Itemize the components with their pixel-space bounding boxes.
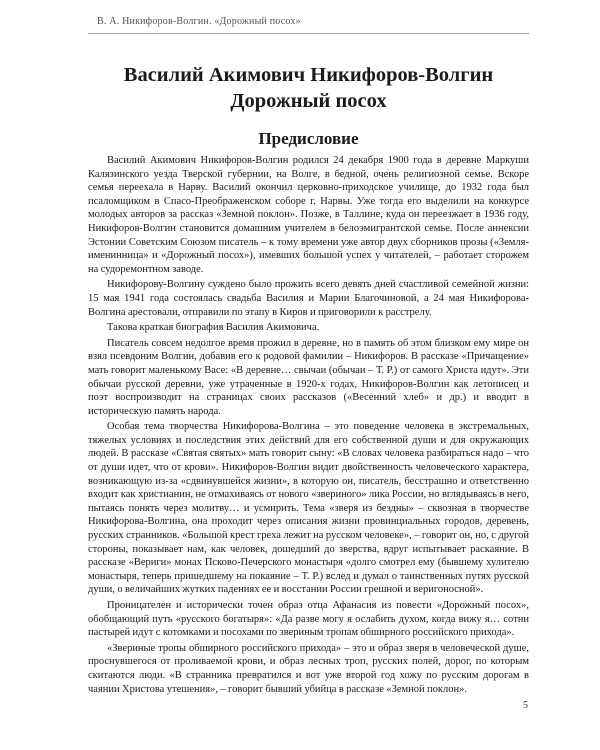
paragraph: Писатель совсем недолгое время прожил в деревне, но в память об этом близком ему мире он взял псевдоним Волгин, добавив его к родовой фамилии – Никифоров. В рассказе «Причащение» мать говорит маленькому Васе: «В деревне… свычаи (обычаи – Т. Р.) от самого Христа идут». Эти обычаи русской деревни, уже утраченные в 1920-х годах, Никифоров-Волгин как летописец и поэт воспроизводит на страницах своих рассказов («Весенний хлеб» и др.) и вводит в историческую память народа. bbox=[88, 337, 529, 417]
section-heading: Предисловие bbox=[258, 129, 359, 148]
title-work: Дорожный посох bbox=[230, 90, 387, 112]
paragraph: Такова краткая биография Василия Акимовича. bbox=[107, 322, 320, 334]
running-head: В. А. Никифоров-Волгин. «Дорожный посох» bbox=[97, 16, 301, 27]
paragraph: Василий Акимович Никифоров-Волгин родился 24 декабря 1900 года в деревне Маркуши Калязинского уезда Тверской губернии, на Волге, в бедной, очень религиозной семье. Вскоре семья переехала в Нарву. Василий окончил церковно-приходское училище, до 1932 года был псаломщиком в Спасо-Преображенском соборе г. Нарвы. Уже тогда его выделили на конкурсе молодых авторов за рассказ «Земной поклон». Позже, в Таллине, куда он переезжает в 1936 году, Никифоров-Волгин становится домашним учителем в белоэмигрантской семье. После аннексии Эстонии Советским Союзом писатель – к тому времени уже автор двух сборников прозы («Земля-именинница» и «Дорожный посох»), имевших большой успех у читателей, – работает сторожем на судоремонтном заводе. bbox=[88, 155, 529, 275]
book-title bbox=[88, 62, 529, 114]
paragraph: Никифорову-Волгину суждено было прожить всего девять дней счастливой семейной жизни: 15 мая 1941 года состоялась свадьба Василия и Марии Благочиновой, а 24 мая Никифорова-Волгина арестовали, отправили по этапу в Киров и приговорили к расстрелу. bbox=[88, 279, 529, 318]
header-rule bbox=[88, 33, 529, 34]
paragraph: Особая тема творчества Никифорова-Волгина – это поведение человека в экстремальных, тяжелых условиях и последствия этих действий для его собственной души и для окружающих людей. В рассказе «Святая святых» мать говорит сыну: «В словах человека разбираться надо – что от души идет, что от крови». Никифоров-Волгин видит двойственность человеческого характера, возникающую из-за «сдвинувшейся жизни», в которую он, писатель, бесстрашно и ответственно входит как христианин, не отмахиваясь от нового «звериного» лика России, но вглядываясь в него, пытаясь понять через молитву… и усмирить. Тема «зверя из бездны» – сквозная в творчестве Никифорова-Волгина, она проходит через описания жизни провинциальных городов, деревень, русских странников. «Большой крест греха лежит на русском человеке», – говорит он, но, с другой стороны, показывает нам, как человек, дошедший до зверства, вдруг испытывает раскаяние. В рассказе «Вериги» монах Псково-Печерского монастыря «долго смотрел ему (бывшему хулителю монастыря, теперь пришедшему на покаяние – Т. Р.) вслед и думал о таинственных путях русской души, о величайших жутких падениях ее и восстании России грешной и веригоносной». bbox=[88, 421, 529, 596]
paragraph: «Звериные тропы обширного российского прихода» – это и образ зверя в человеческой душе, проснувшегося от проливаемой крови, и образ лесных троп, русских полей, дорог, по которым скитаются люди. «В странника превратился и вот уже второй год хожу по русским дорогам в чаянии Христова утешения», – говорит бывший убийца в рассказе «Земной поклон». bbox=[88, 642, 529, 695]
paragraph: Проницателен и исторически точен образ отца Афанасия из повести «Дорожный посох», обобщающий путь «русского богатыря»: «Да разве могу я ослабить духом, когда вижу я… сотни пастырей идут с котомками и посохами по звериным тропам обширного российского прихода». bbox=[88, 600, 529, 639]
page-number: 5 bbox=[523, 700, 528, 711]
body-text bbox=[88, 154, 529, 698]
title-author: Василий Акимович Никифоров-Волгин bbox=[123, 64, 494, 86]
